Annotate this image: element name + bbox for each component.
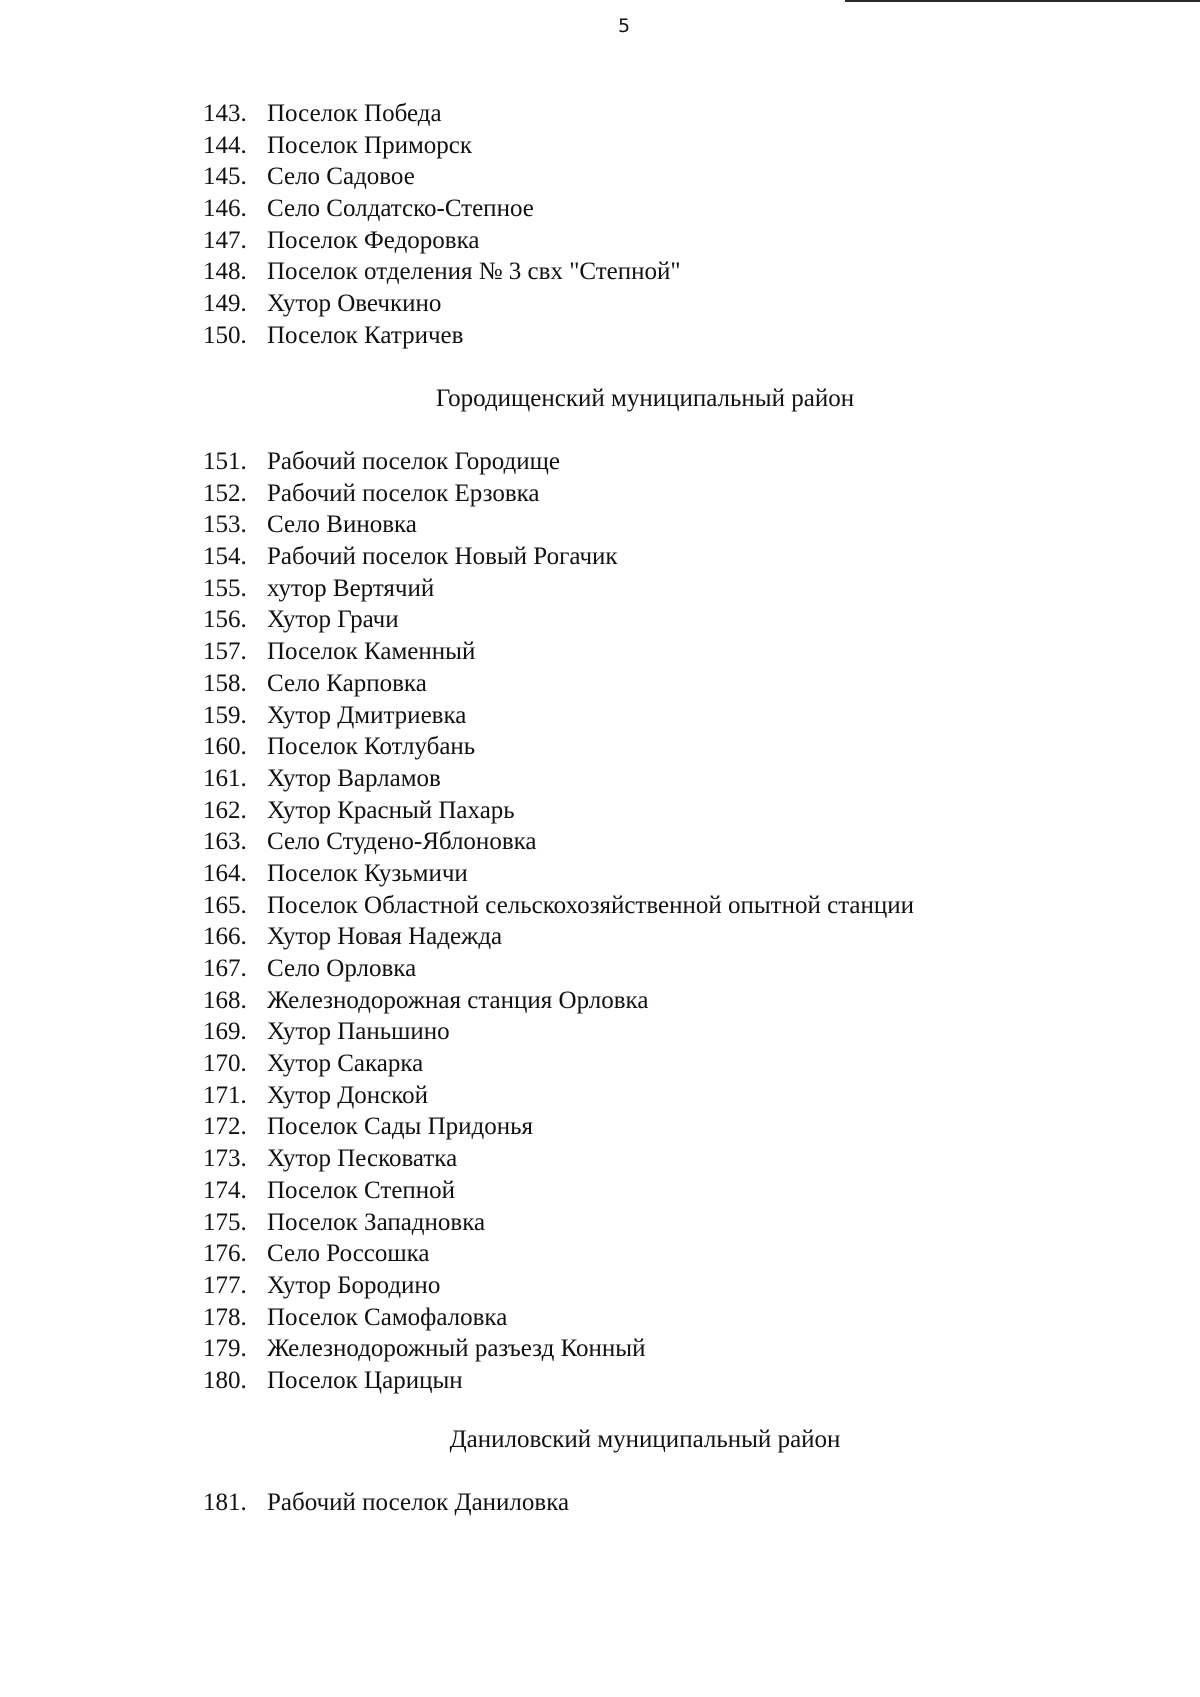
list-item [203,320,681,352]
item-number: 177. [203,1271,247,1299]
item-number: 163. [203,828,247,856]
list-item [203,890,914,922]
item-name: Село Садовое [267,163,415,191]
list-item [203,1333,914,1365]
item-name: Село Виновка [267,511,417,539]
item-name: Железнодорожный разъезд Конный [267,1335,646,1363]
item-name: Хутор Грачи [267,606,399,634]
list-item [203,1175,914,1207]
list-item [203,1270,914,1302]
item-number: 172. [203,1113,247,1141]
item-number: 158. [203,669,247,697]
list-item [203,1302,914,1334]
list-item [203,953,914,985]
item-number: 155. [203,574,247,602]
item-name: Хутор Овечкино [267,290,442,318]
item-number: 152. [203,479,247,507]
section-heading-gorodishchensky: Городищенский муниципальный район [435,385,855,412]
item-number: 147. [203,226,247,254]
list-item [203,795,914,827]
list-item [203,1080,914,1112]
item-number: 166. [203,923,247,951]
item-number: 149. [203,290,247,318]
item-number: 144. [203,131,247,159]
item-name: Поселок Приморск [267,131,473,159]
item-name: Поселок Каменный [267,638,476,666]
list-item [203,826,914,858]
item-number: 157. [203,638,247,666]
item-number: 181. [203,1489,247,1516]
item-name: Хутор Песковатка [267,1145,458,1173]
list-item [203,478,914,510]
item-name: Хутор Варламов [267,764,441,792]
item-number: 160. [203,733,247,761]
list-item [203,130,681,162]
item-name: Поселок Западновка [267,1208,486,1236]
item-name: Рабочий поселок Даниловка [267,1489,570,1516]
item-name: Село Россошка [267,1240,430,1268]
item-number: 151. [203,448,247,475]
item-number: 159. [203,701,247,729]
item-number: 167. [203,955,247,982]
item-number: 164. [203,859,247,887]
item-name: Поселок Победа [267,100,442,127]
item-name: Хутор Бородино [267,1271,441,1299]
section-heading-danilovsky: Даниловский муниципальный район [449,1426,841,1453]
item-name: Поселок Областной сельскохозяйственной опытной станции [267,891,915,919]
settlement-list-danilovsky [203,1487,569,1519]
item-number: 165. [203,891,247,919]
item-number: 179. [203,1335,247,1363]
list-item [203,193,681,225]
item-name: Поселок Федоровка [267,226,480,254]
item-number: 153. [203,511,247,539]
list-item [203,1016,914,1048]
list-item [203,446,914,478]
top-edge-rule [845,0,1200,2]
item-number: 171. [203,1081,247,1109]
item-number: 150. [203,321,247,349]
list-item [203,668,914,700]
item-number: 169. [203,1018,247,1046]
item-name: Рабочий поселок Городище [267,448,561,475]
list-item [203,256,681,288]
list-item [203,731,914,763]
item-name: Село Студено-Яблоновка [267,828,537,856]
list-item [203,161,681,193]
item-name: Поселок Сады Придонья [267,1113,534,1141]
item-number: 168. [203,986,247,1014]
list-item [203,763,914,795]
list-item [203,1143,914,1175]
item-number: 173. [203,1145,247,1173]
list-item [203,1048,914,1080]
item-name: Хутор Дмитриевка [267,701,467,729]
item-number: 174. [203,1176,247,1204]
item-number: 154. [203,543,247,571]
item-number: 170. [203,1050,247,1078]
list-item [203,604,914,636]
list-item [203,1207,914,1239]
list-item [203,858,914,890]
item-name: Поселок Катричев [267,321,464,349]
item-name: Село Карповка [267,669,427,697]
item-number: 156. [203,606,247,634]
item-number: 175. [203,1208,247,1236]
list-item [203,1111,914,1143]
settlement-list-first [203,98,681,352]
item-name: Поселок отделения № 3 свх "Степной" [267,258,681,286]
list-item [203,1487,569,1519]
settlement-list-gorodishchensky [203,446,914,1397]
item-number: 180. [203,1366,247,1394]
list-item [203,636,914,668]
item-name: Поселок Котлубань [267,733,476,761]
list-item [203,225,681,257]
list-item [203,921,914,953]
item-name: Поселок Царицын [267,1366,463,1394]
list-item [203,1238,914,1270]
item-name: Хутор Красный Пахарь [267,796,515,824]
item-name: Село Орловка [267,955,417,982]
list-item [203,1365,914,1397]
item-number: 176. [203,1240,247,1268]
page-number: 5 [617,15,631,37]
item-name: Хутор Паньшино [267,1018,450,1046]
list-item [203,573,914,605]
list-item [203,700,914,732]
item-name: Хутор Донской [267,1081,428,1109]
item-name: хутор Вертячий [267,574,435,602]
item-name: Поселок Самофаловка [267,1303,508,1331]
item-name: Рабочий поселок Новый Рогачик [267,543,618,571]
item-number: 148. [203,258,247,286]
list-item [203,541,914,573]
list-item [203,288,681,320]
list-item [203,98,681,130]
item-name: Хутор Сакарка [267,1050,424,1078]
item-number: 143. [203,100,247,127]
item-number: 145. [203,163,247,191]
list-item [203,985,914,1017]
item-name: Поселок Кузьмичи [267,859,468,887]
item-number: 162. [203,796,247,824]
list-item [203,509,914,541]
item-name: Село Солдатско-Степное [267,195,534,223]
item-number: 146. [203,195,247,223]
item-name: Поселок Степной [267,1176,456,1204]
item-number: 178. [203,1303,247,1331]
item-name: Железнодорожная станция Орловка [267,986,649,1014]
item-number: 161. [203,764,247,792]
item-name: Рабочий поселок Ерзовка [267,479,540,507]
item-name: Хутор Новая Надежда [267,923,503,951]
